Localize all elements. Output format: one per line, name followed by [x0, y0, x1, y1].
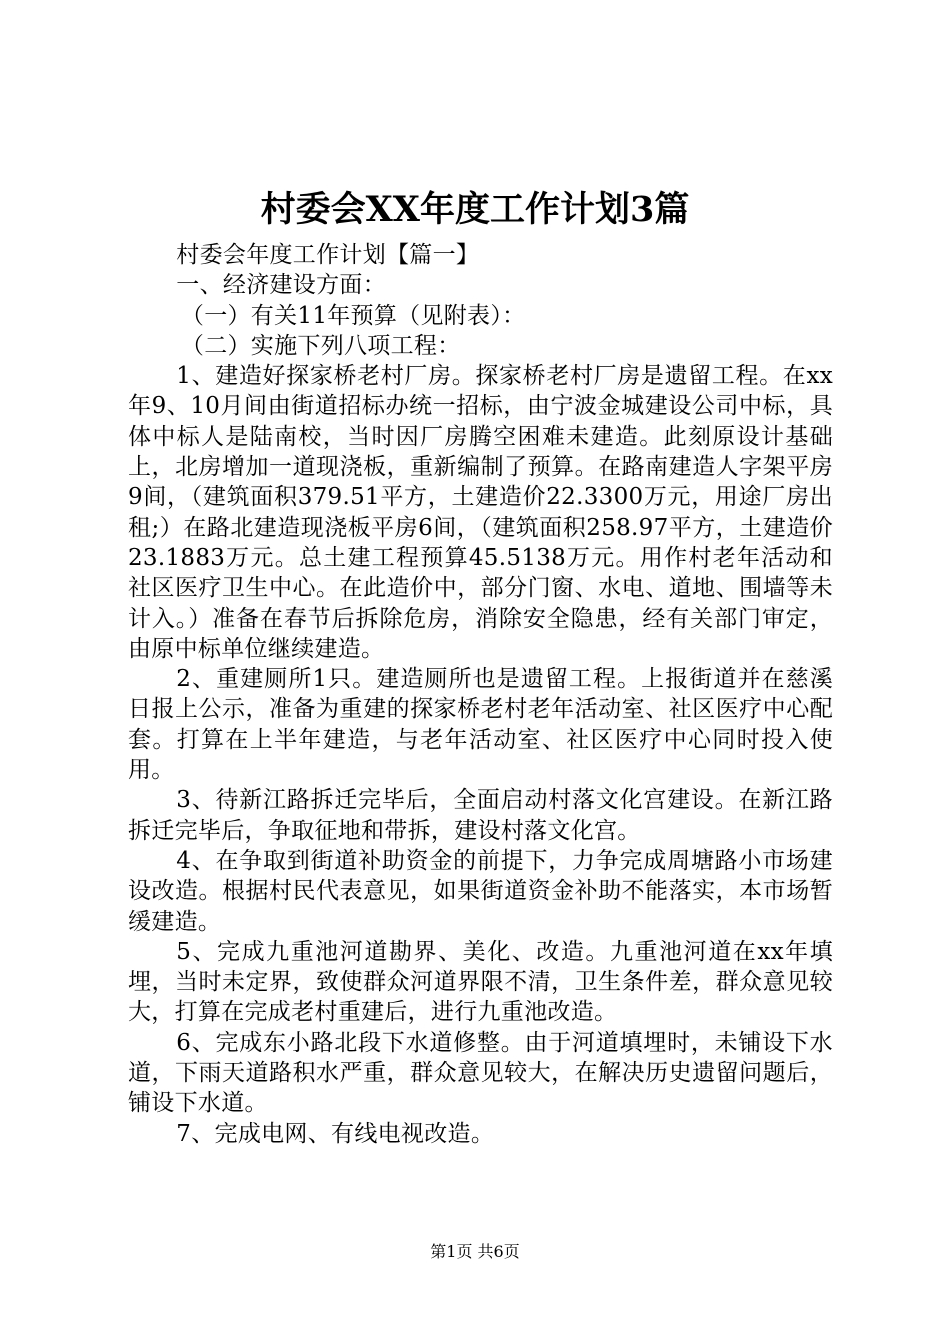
paragraph: 3、待新江路拆迁完毕后，全面启动村落文化宫建设。在新江路拆迁完毕后，争取征地和带拆，建设村落文化宫。 [128, 787, 833, 844]
paragraph: 6、完成东小路北段下水道修整。由于河道填埋时，未铺设下水道，下雨天道路积水严重，群众意见较大，在解决历史遗留问题后，铺设下水道。 [128, 1029, 833, 1117]
paragraph: 5、完成九重池河道勘界、美化、改造。九重池河道在xx年填埋，当时未定界，致使群众河道界限不清，卫生条件差，群众意见较大，打算在完成老村重建后，进行九重池改造。 [128, 938, 833, 1026]
paragraph: （一）有关11年预算（见附表）： [180, 302, 526, 329]
document-title: 村委会XX年度工作计划3篇 [260, 189, 690, 230]
section-heading: 村委会年度工作计划【篇一】 [176, 242, 480, 268]
page-footer: 第1页 共6页 [430, 1242, 520, 1261]
paragraph: （二）实施下列八项工程： [180, 332, 461, 359]
paragraph: 7、完成电网、有线电视改造。 [176, 1120, 495, 1147]
paragraph: 2、重建厕所1只。建造厕所也是遗留工程。上报街道并在慈溪日报上公示，准备为重建的探家桥老村老年活动室、社区医疗中心配套。打算在上半年建造，与老年活动室、社区医疗中心同时投入使用。 [128, 666, 833, 784]
document-body [128, 240, 833, 1149]
paragraph: 一、经济建设方面： [176, 272, 386, 299]
paragraph: 4、在争取到街道补助资金的前提下，力争完成周塘路小市场建设改造。根据村民代表意见，如果街道资金补助不能落实，本市场暂缓建造。 [128, 847, 833, 935]
paragraph: 1、建造好探家桥老村厂房。探家桥老村厂房是遗留工程。在xx年9、10月间由街道招标办统一招标，由宁波金城建设公司中标，具体中标人是陆南校，当时因厂房腾空困难未建造。此刻原设计基础上，北房增加一道现浇板，重新编制了预算。在路南建造人字架平房9间，（建筑面积379.51平方，土建造价22.3300万元，用途厂房出租;）在路北建造现浇板平房6间，（建筑面积258.97平方，土建造价23.1883万元。总土建工程预算45.5138万元。用作村老年活动和社区医疗卫生中心。在此造价中，部分门窗、水电、道地、围墙等未计入。）准备在春节后拆除危房，消除安全隐患，经有关部门审定，由原中标单位继续建造。 [128, 363, 833, 662]
